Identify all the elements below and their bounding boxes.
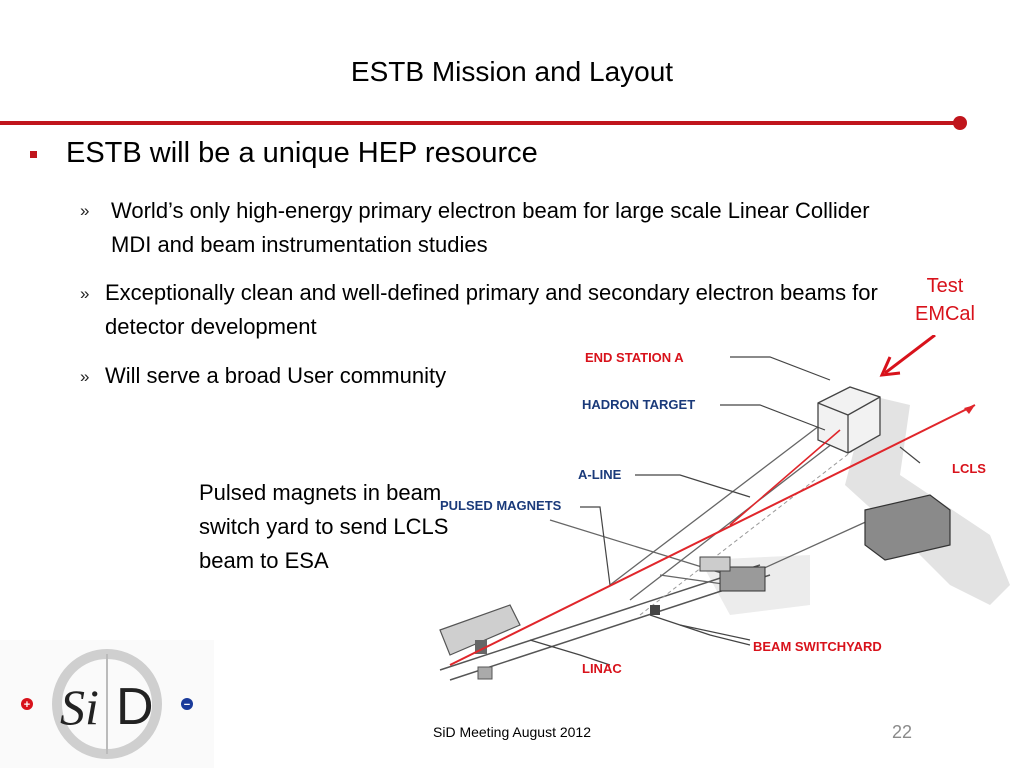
title-divider-dot [953, 116, 967, 130]
lcls-beam-arrow-icon [964, 405, 975, 414]
label-linac: LINAC [582, 661, 622, 676]
sub-bullet-marker: » [80, 367, 90, 386]
test-emcal-label-line2: EMCal [914, 303, 975, 325]
label-a-line: A-LINE [578, 467, 622, 482]
pointer-line [580, 507, 610, 585]
pointer-line [730, 357, 830, 380]
sub-bullet-marker: » [80, 201, 90, 220]
sub-bullet-1: World’s only high-energy primary electron beam for large scale Linear Collider MDI and beam instrumentation studies [111, 198, 870, 257]
beamline-layout-diagram [430, 335, 1010, 695]
label-hadron-target: HADRON TARGET [582, 397, 696, 412]
sub-bullet-2: Exceptionally clean and well-defined primary and secondary electron beams for detector development [105, 280, 878, 339]
lcls-pipe [760, 520, 870, 570]
sub-bullet-3: Will serve a broad User community [105, 363, 447, 388]
test-emcal-label [896, 272, 994, 328]
label-pulsed-magnets: PULSED MAGNETS [440, 498, 562, 513]
sid-logo-panel [0, 640, 214, 768]
main-bullet: ESTB will be a unique HEP resource [66, 137, 538, 169]
pulsed-magnets-note: Pulsed magnets in beam switch yard to send LCLS beam to ESA [199, 480, 449, 573]
logo-si-text: Si [60, 679, 99, 735]
pointer-line [720, 405, 825, 430]
slide-title: ESTB Mission and Layout [350, 56, 674, 87]
sub-bullet-marker: » [80, 284, 90, 303]
title-divider [0, 121, 960, 125]
slide-footer: SiD Meeting August 2012 [433, 724, 591, 740]
logo-d-text: D [116, 678, 154, 736]
bullet-square-icon [30, 151, 37, 158]
page-number: 22 [891, 722, 913, 742]
pointer-line [900, 447, 920, 463]
test-emcal-label-line1: Test [926, 275, 964, 297]
test-emcal-arrow [885, 335, 935, 373]
label-beam-switchyard: BEAM SWITCHYARD [753, 639, 882, 654]
esa-beam-line [730, 430, 840, 525]
sid-logo [0, 640, 214, 768]
label-end-station-a: END STATION A [585, 350, 684, 365]
pointer-line [680, 625, 750, 640]
pulsed-magnet-block [650, 605, 660, 615]
label-lcls: LCLS [952, 461, 986, 476]
switchyard-building [700, 557, 730, 571]
logo-plus-sign: + [23, 699, 31, 711]
pointer-line [650, 615, 750, 645]
pointer-line [635, 475, 750, 497]
linac-structure [478, 667, 492, 679]
logo-minus-sign: − [183, 699, 191, 711]
test-emcal-arrowhead-icon [882, 357, 900, 375]
